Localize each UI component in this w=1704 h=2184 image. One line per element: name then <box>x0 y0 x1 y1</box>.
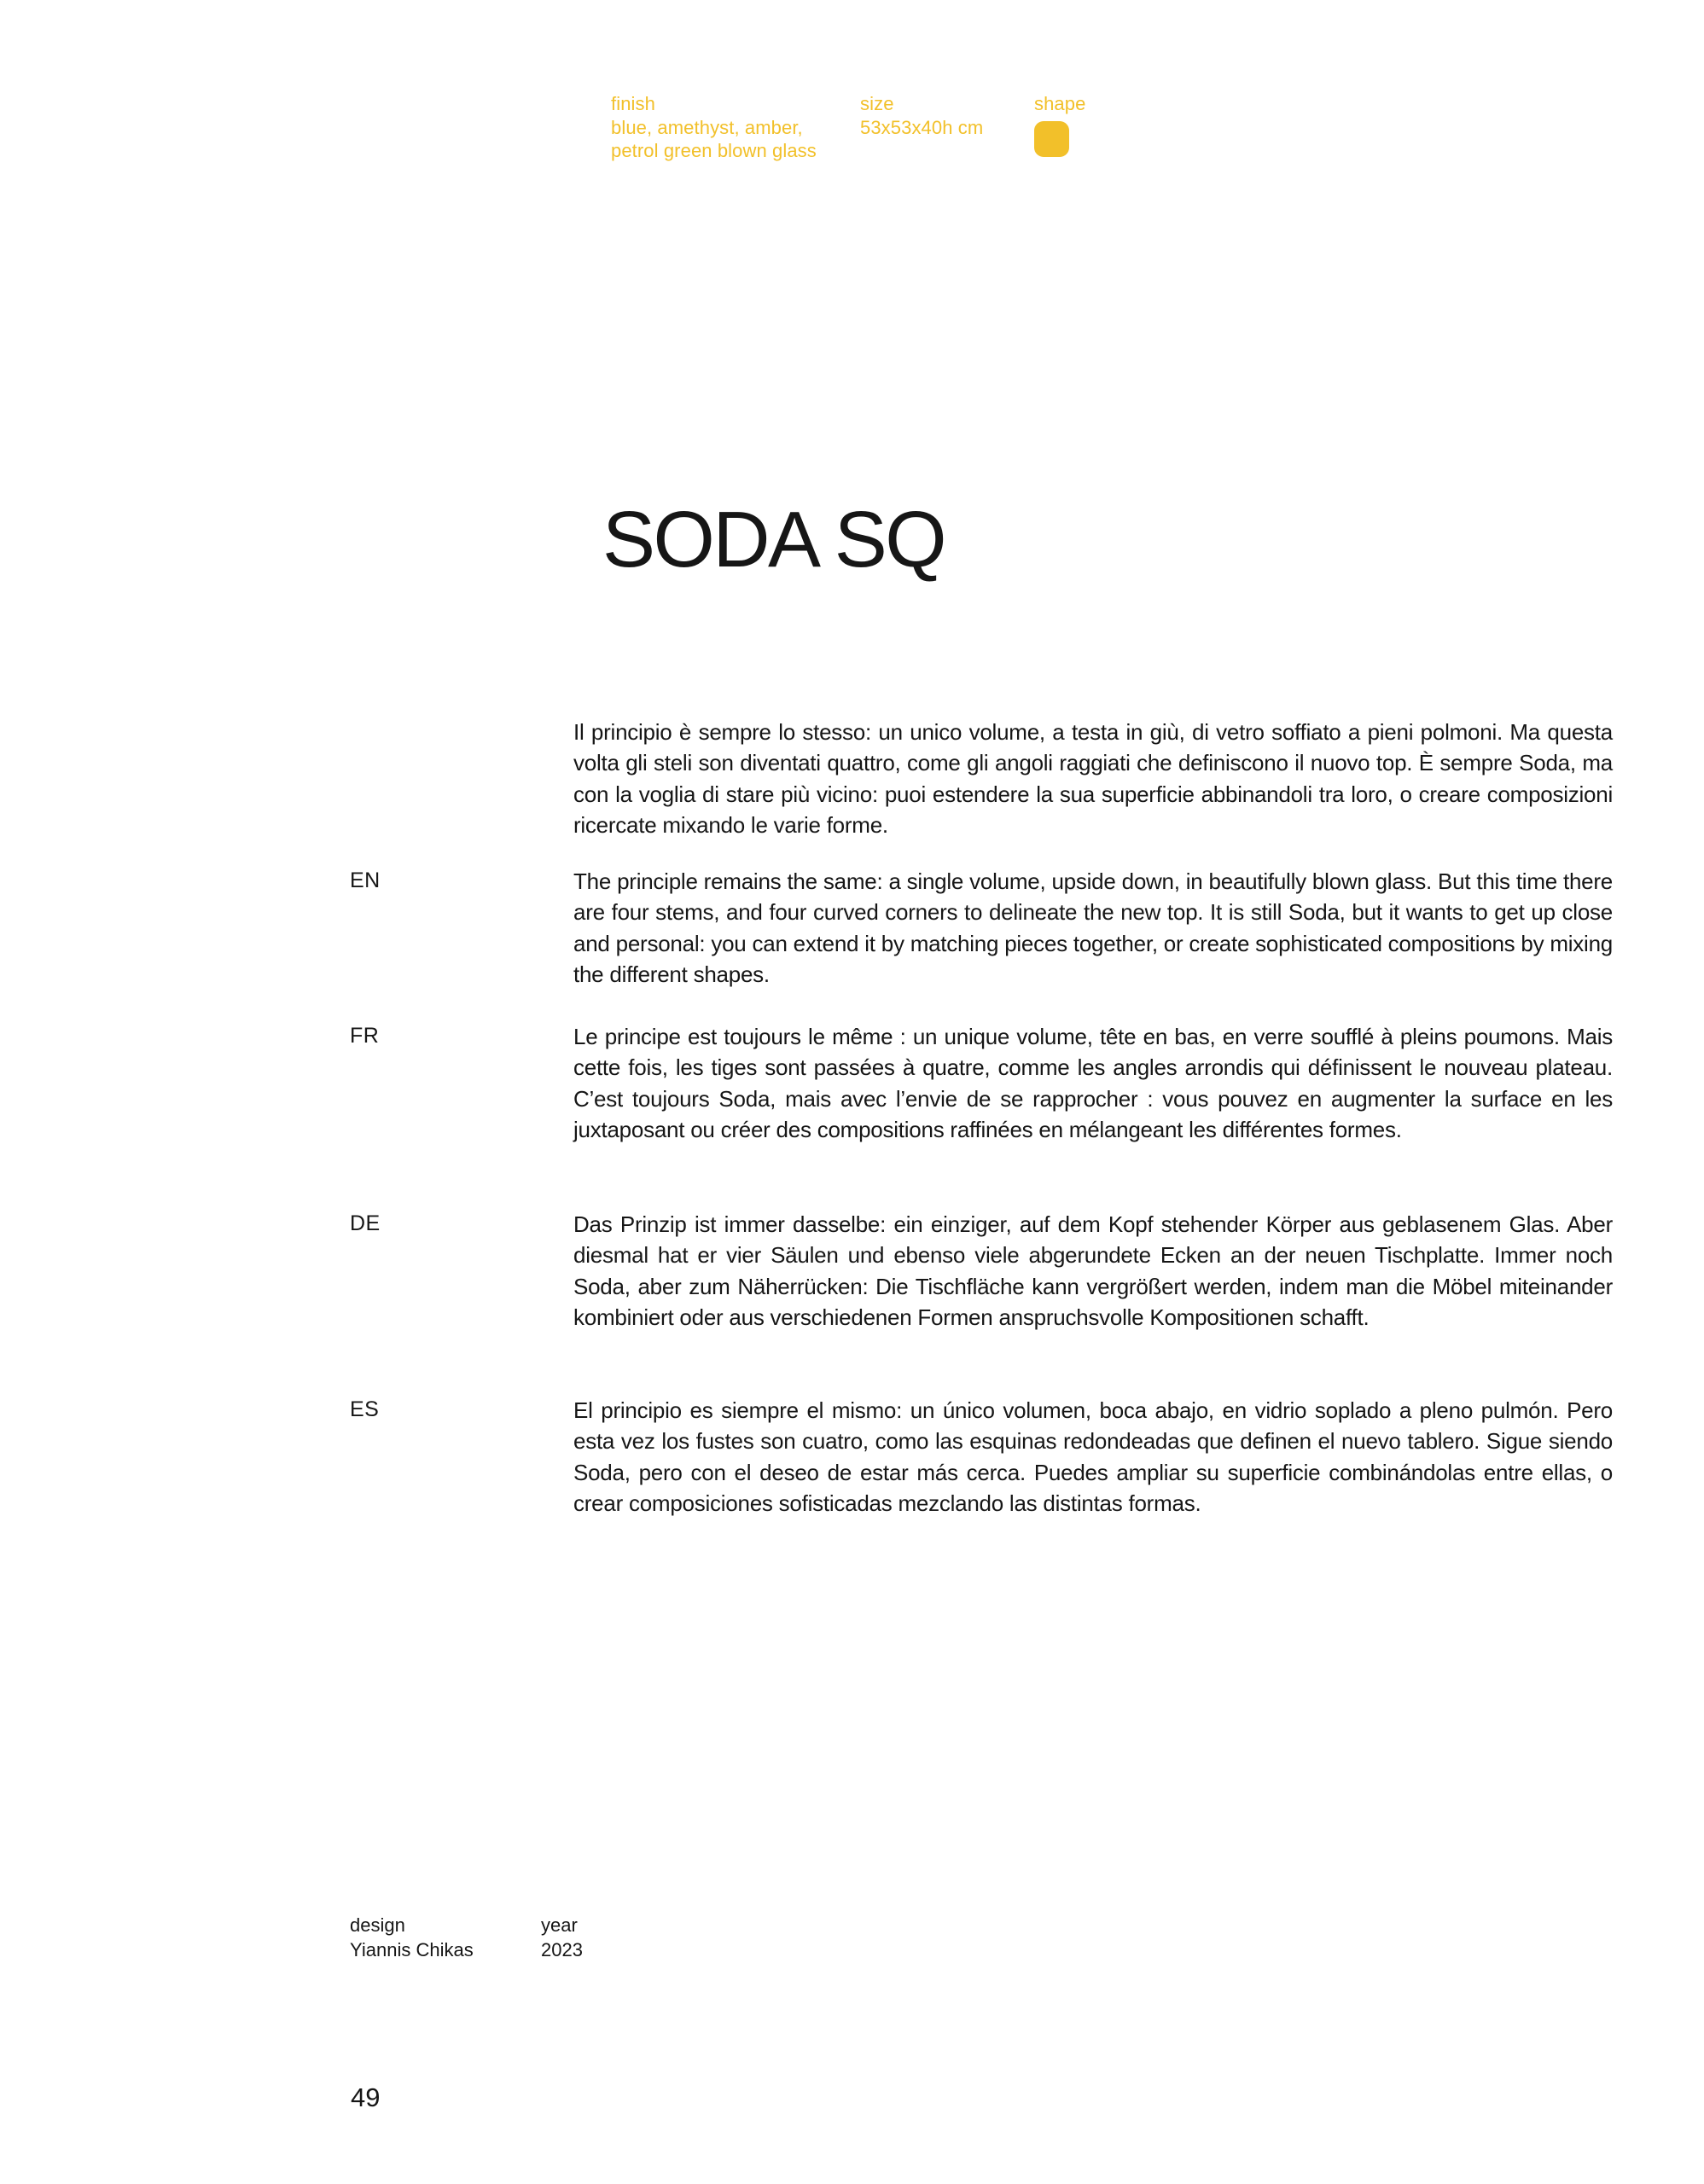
paragraph-row-en <box>0 866 1704 990</box>
paragraph-row-de <box>0 1209 1704 1333</box>
paragraph-row-it <box>0 717 1704 841</box>
lang-label-fr: FR <box>350 1024 380 1048</box>
paragraph-es: El principio es siempre el mismo: un único volumen, boca abajo, en vidrio soplado a pleno pulmón. Pero esta vez los fustes son cuatro, como las esquinas redondeadas que definen el nuevo tablero. Sigue siendo Soda, pero con el deseo de estar más cerca. Puedes ampliar su superficie combinándolas entre ellas, o crear composiciones sofisticadas mezclando las distintas formas. <box>573 1397 1613 1517</box>
spec-size-value: 53x53x40h cm <box>860 116 984 138</box>
paragraph-it: Il principio è sempre lo stesso: un unico volume, a testa in giù, di vetro soffiato a pieni polmoni. Ma questa volta gli steli son diventati quattro, come gli angoli raggiati che definiscono il nuovo top. È sempre Soda, ma con la voglia di stare più vicino: puoi estendere la sua superficie abbinandoli tra loro, o creare composizioni ricercate mixando le varie forme. <box>573 719 1613 839</box>
design-label: design <box>350 1914 405 1936</box>
page-number: 49 <box>351 2082 381 2112</box>
rounded-square-icon <box>1034 121 1069 157</box>
paragraph-row-es <box>0 1395 1704 1519</box>
page-title: SODA SQ <box>602 495 945 584</box>
paragraph-fr: Le principe est toujours le même : un unique volume, tête en bas, en verre soufflé à pleins poumons. Mais cette fois, les tiges sont passées à quatre, comme les angles arrondis qui définissent le nouveau plateau. C’est toujours Soda, mais avec l’envie de se rapprocher : vous pouvez en augmenter la surface en les juxtaposant ou créer des compositions raffinées en mélangeant les différentes formes. <box>573 1024 1613 1143</box>
credit-year <box>541 1913 583 1962</box>
spec-finish <box>611 92 826 163</box>
paragraph-row-fr <box>0 1021 1704 1146</box>
design-value: Yiannis Chikas <box>350 1939 474 1960</box>
spec-shape-label: shape <box>1034 93 1086 114</box>
lang-label-es: ES <box>350 1397 380 1421</box>
spec-shape <box>1034 92 1137 157</box>
paragraph-de: Das Prinzip ist immer dasselbe: ein einziger, auf dem Kopf stehender Körper aus geblasenem Glas. Aber diesmal hat er vier Säulen und ebenso viele abgerundete Ecken an der neuen Tischplatte. Immer noch Soda, aber zum Näherrücken: Die Tischfläche kann vergrößert werden, indem man die Möbel miteinander kombiniert oder aus verschiedenen Formen anspruchsvolle Kompositionen schafft. <box>573 1211 1613 1331</box>
year-value: 2023 <box>541 1939 583 1960</box>
lang-label-en: EN <box>350 868 381 892</box>
credit-design <box>350 1913 474 1962</box>
year-label: year <box>541 1914 578 1936</box>
lang-label-de: DE <box>350 1211 381 1235</box>
spec-size-label: size <box>860 93 894 114</box>
paragraph-en: The principle remains the same: a single volume, upside down, in beautifully blown glass. But this time there are four stems, and four curved corners to delineate the new top. It is still Soda, but it wants to get up close and personal: you can extend it by matching pieces together, or create sophisticated compositions by mixing the different shapes. <box>573 868 1613 988</box>
spec-finish-label: finish <box>611 93 655 114</box>
spec-finish-value: blue, amethyst, amber, petrol green blown glass <box>611 116 817 161</box>
